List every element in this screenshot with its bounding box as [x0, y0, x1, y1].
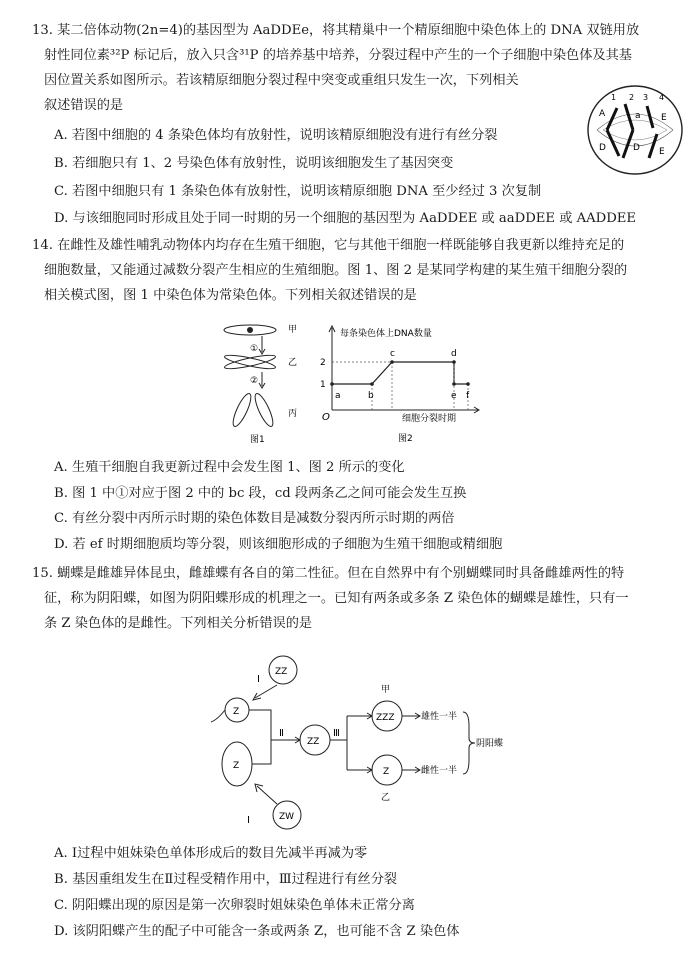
q14-stem-line-1: 14. 在雌性及雄性哺乳动物体内均存在生殖干细胞，它与其他干细胞一样既能够自我更新以维持充足的 [32, 238, 625, 253]
q13-chromosome-label-4: 4 [659, 93, 665, 102]
q13-option-d[interactable]: D. 与该细胞同时形成且处于同一时期的另一个细胞的基因型为 AaDDEE 或 aaDDEE 或 AADDEE [54, 211, 637, 226]
q14-option-c[interactable]: C. 有丝分裂中丙所示时期的染色体数目是减数分裂丙所示时期的两倍 [54, 511, 455, 526]
q14-fig2-caption: 图2 [398, 434, 413, 444]
q15-cell-zygote-zz: ZZ [307, 737, 320, 747]
q15-roman-3: Ⅲ [333, 728, 340, 739]
q15-label-yi: 乙 [381, 793, 391, 803]
q15-cell-top-zz: ZZ [275, 667, 288, 677]
q14-fig1-label-jia: 甲 [288, 325, 298, 335]
q14-fig1-caption: 图1 [250, 435, 265, 445]
q13-gene-label-D1: D [599, 143, 606, 153]
q15-option-d[interactable]: D. 该阴阳蝶产生的配子中可能含一条或两条 Z，也可能不含 Z 染色体 [54, 924, 460, 939]
q14-option-d[interactable]: D. 若 ef 时期细胞质均等分裂，则该细胞形成的子细胞为生殖干细胞或精细胞 [54, 537, 503, 552]
q13-gene-label-a: a [635, 111, 641, 121]
q13-stem-line-3: 因位置关系如图所示。若该精原细胞分裂过程中突变或重组只发生一次，下列相关 [44, 73, 519, 88]
q14-fig1-label-yi: 乙 [288, 358, 298, 368]
q15-roman-1-bottom: Ⅰ [247, 815, 250, 826]
q14-figure-2 [318, 322, 483, 446]
q13-gene-label-E1: E [661, 113, 667, 123]
q14-point-a: a [335, 391, 341, 401]
q14-point-c: c [390, 349, 395, 359]
q14-step-2-label: ② [250, 376, 259, 386]
q15-label-jia: 甲 [381, 685, 391, 695]
q13-chromosome-label-1: 1 [611, 93, 617, 102]
q13-option-a[interactable]: A. 若图中细胞的 4 条染色体均有放射性，说明该精原细胞没有进行有丝分裂 [54, 128, 498, 143]
q14-point-f: f [466, 391, 470, 401]
q15-cell-yi-z: Z [383, 767, 390, 777]
q13-stem-line-4: 叙述错误的是 [44, 98, 124, 113]
q14-point-d: d [451, 349, 457, 359]
q15-roman-1-top: Ⅰ [257, 674, 260, 685]
q15-cell-bottom-zw: ZW [279, 812, 295, 822]
q15-cell-sperm-z: Z [233, 707, 240, 717]
q15-option-b[interactable]: B. 基因重组发生在Ⅱ过程受精作用中，Ⅲ过程进行有丝分裂 [54, 872, 398, 887]
q15-label-gynandromorph: 阴阳蝶 [476, 739, 504, 749]
q13-gene-label-D2: D [633, 143, 640, 153]
q14-fig2-ytick-2: 2 [320, 358, 326, 368]
q13-stem-line-1: 13. 某二倍体动物(2n=4)的基因型为 AaDDEe，将其精巢中一个精原细胞中染色体上的 DNA 双链用放 [32, 23, 640, 38]
q15-roman-2: Ⅱ [279, 728, 284, 739]
q13-gene-label-A: A [599, 109, 606, 119]
q15-cell-egg-z: Z [233, 761, 240, 771]
q14-fig2-ytick-1: 1 [320, 380, 326, 390]
q15-option-c[interactable]: C. 阴阳蝶出现的原因是第一次卵裂时姐妹染色单体未正常分离 [54, 898, 415, 913]
q15-label-male-half: 雄性一半 [421, 712, 458, 722]
q15-cell-jia-zzz: ZZZ [376, 713, 395, 723]
q15-label-female-half: 雌性一半 [421, 766, 458, 776]
q15-option-a[interactable]: A. Ⅰ过程中姐妹染色单体形成后的数目先减半再减为零 [54, 846, 368, 861]
q14-fig1-label-bing: 丙 [288, 409, 298, 419]
q14-step-1-label: ① [250, 344, 259, 354]
q13-gene-label-E2: E [659, 147, 665, 157]
q14-option-a[interactable]: A. 生殖干细胞自我更新过程中会发生图 1、图 2 所示的变化 [54, 460, 405, 475]
q13-stem-line-2: 射性同位素³²P 标记后，放入只含³¹P 的培养基中培养，分裂过程中产生的一个子细胞中染色体及其基 [44, 48, 632, 63]
q13-option-c[interactable]: C. 若图中细胞只有 1 条染色体有放射性，说明该精原细胞 DNA 至少经过 3 次复制 [54, 184, 542, 199]
q13-cell-diagram [585, 78, 685, 183]
q14-stem-line-2: 细胞数量，又能通过减数分裂产生相应的生殖细胞。图 1、图 2 是某同学构建的某生殖干细胞分裂的 [44, 263, 628, 278]
q13-option-b[interactable]: B. 若细胞只有 1、2 号染色体有放射性，说明该细胞发生了基因突变 [54, 156, 454, 171]
q15-stem-line-3: 条 Z 染色体的是雌性。下列相关分析错误的是 [44, 616, 313, 631]
q13-chromosome-label-2: 2 [629, 93, 635, 102]
q14-fig2-origin: O [322, 412, 330, 423]
q14-fig2-ylabel: 每条染色体上DNA数量 [340, 329, 432, 339]
q14-point-b: b [368, 391, 374, 401]
q14-option-b[interactable]: B. 图 1 中①对应于图 2 中的 bc 段，cd 段两条乙之间可能会发生互换 [54, 486, 467, 501]
q15-mechanism-diagram [205, 648, 505, 838]
q14-fig2-xlabel: 细胞分裂时期 [402, 414, 457, 424]
q13-chromosome-label-3: 3 [643, 93, 649, 102]
q14-stem-line-3: 相关模式图，图 1 中染色体为常染色体。下列相关叙述错误的是 [44, 288, 417, 303]
q15-stem-line-1: 15. 蝴蝶是雌雄异体昆虫，雌雄蝶有各自的第二性征。但在自然界中有个别蝴蝶同时具备雌雄两性的特 [32, 566, 625, 581]
q14-point-e: e [451, 391, 457, 401]
q15-stem-line-2: 征，称为阴阳蝶，如图为阴阳蝶形成的机理之一。已知有两条或多条 Z 染色体的蝴蝶是雄性，只有一 [44, 591, 629, 606]
q14-figure-1 [220, 318, 310, 448]
